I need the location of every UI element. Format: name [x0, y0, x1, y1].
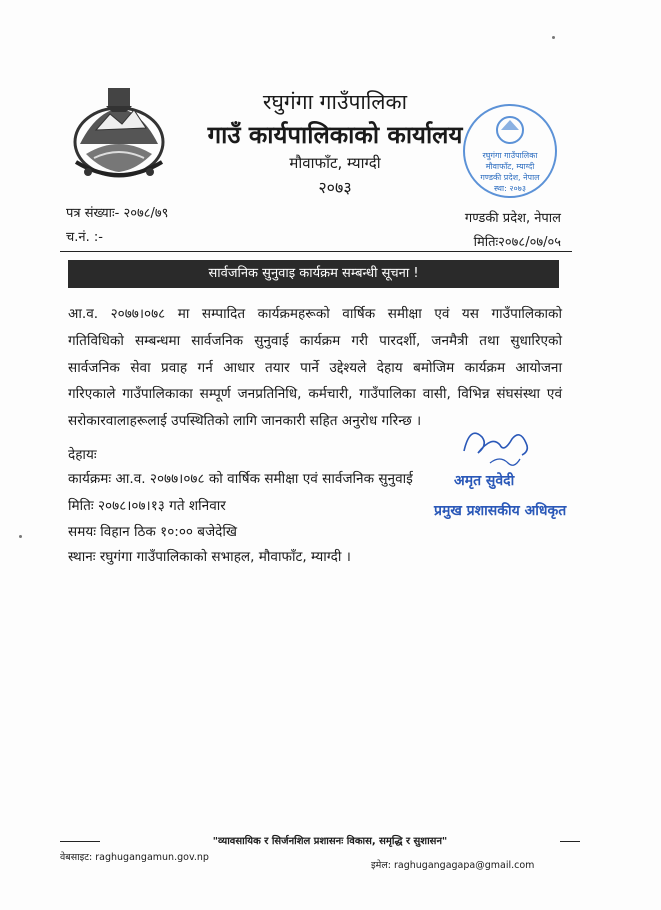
scan-speck — [19, 535, 22, 538]
slogan-text: "व्यावसायिक र सिर्जनशिल प्रशासनः विकास, समृद्धि र सुशासन" — [209, 836, 451, 847]
office-location: मौवाफाँट, म्याग्दी — [289, 154, 381, 172]
signatory-title: प्रमुख प्रशासकीय अधिकृत — [434, 503, 567, 519]
dispatch-number: च.नं. :- — [66, 230, 103, 245]
handwritten-signature-icon — [464, 433, 527, 455]
footer-slogan — [100, 833, 560, 847]
svg-text:स्था: २०७३: स्था: २०७३ — [493, 184, 527, 193]
letter-date: मितिः२०७८/०७/०५ — [473, 235, 561, 250]
svg-text:मौवाफाँट, म्याग्दी: मौवाफाँट, म्याग्दी — [485, 162, 535, 171]
body-line: गरिएकाले गाउँपालिकाका सम्पूर्ण जनप्रतिनिधि, कर्मचारी, गाउँपालिका वासी, विभिन्न संघसंस्था एवं — [68, 386, 562, 403]
svg-text:रघुगंगा गाउँपालिका: रघुगंगा गाउँपालिका — [482, 151, 538, 160]
program-venue: स्थानः रघुगंगा गाउँपालिकाको सभाहल, मौवाफाँट, म्याग्दी । — [68, 549, 351, 565]
footer-website: वेबसाइट: raghugangamun.gov.np — [60, 852, 209, 863]
svg-text:गण्डकी प्रदेश, नेपाल: गण्डकी प्रदेश, नेपाल — [480, 173, 540, 182]
signatory-name: अमृत सुवेदी — [454, 473, 515, 489]
municipality-name: रघुगंगा गाउँपालिका — [262, 90, 408, 114]
office-seal-stamp — [455, 96, 565, 206]
body-line: गतिविधिको सम्बन्धमा सार्वजनिक सुनुवाई कार्यक्रम गरी पारदर्शी, जनमैत्री तथा सुधारिएको — [68, 332, 562, 349]
established-year: २०७३ — [318, 178, 352, 197]
notice-title-banner: सार्वजनिक सुनुवाइ कार्यक्रम सम्बन्धी सूचना ! — [68, 260, 559, 288]
province-name: गण्डकी प्रदेश, नेपाल — [464, 211, 561, 226]
body-line: सरोकारवालाहरूलाई उपस्थितिको लागि जानकारी सहित अनुरोध गरिन्छ । — [68, 413, 422, 430]
program-detail: कार्यक्रमः आ.व. २०७७।०७८ को वार्षिक समीक्षा एवं सार्वजनिक सुनुवाई — [68, 471, 413, 487]
reference-number: पत्र संख्याः- २०७८/७९ — [66, 206, 169, 221]
footer-email: इमेल: raghugangagapa@gmail.com — [371, 860, 535, 871]
body-line: आ.व. २०७७।०७८ मा सम्पादित कार्यक्रमहरूको वार्षिक समीक्षा एवं यस गाउँपालिकाको — [68, 306, 562, 322]
details-heading: देहायः — [68, 447, 97, 463]
signature-block — [430, 415, 580, 525]
header-divider — [60, 251, 572, 252]
body-line: सार्वजनिक सेवा प्रवाह गर्न आधार तयार पार्ने उद्देश्यले देहाय बमोजिम कार्यक्रम आयोजना — [68, 359, 562, 376]
program-time: समयः विहान ठिक १०:०० बजेदेखि — [68, 524, 238, 540]
office-name: गाउँ कार्यपालिकाको कार्यालय — [207, 121, 463, 149]
scan-speck — [552, 36, 555, 39]
nepal-emblem-icon — [66, 84, 172, 184]
program-date: मितिः २०७८।०७।१३ गते शनिवार — [68, 498, 226, 514]
